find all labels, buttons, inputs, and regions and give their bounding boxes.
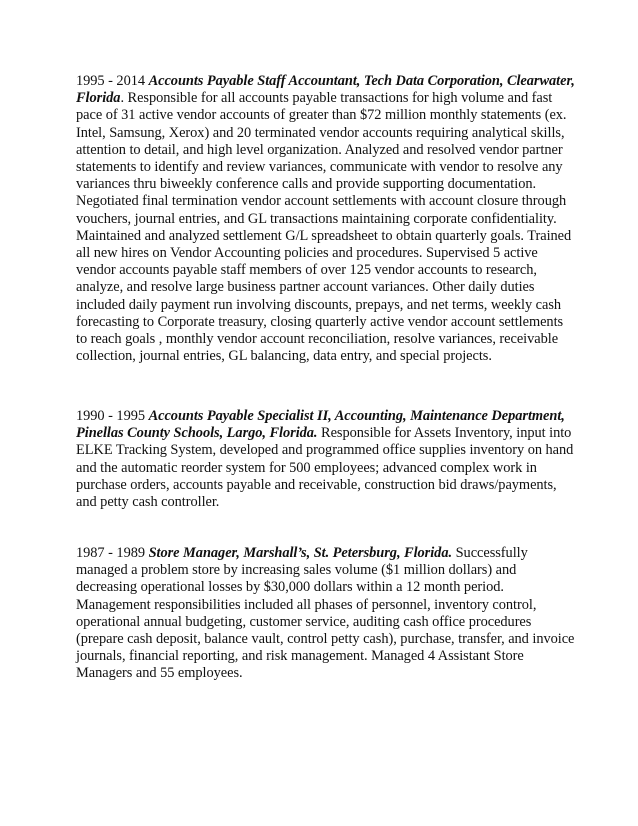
employment-entry-tech-data: [76, 73, 576, 365]
employment-dates: 1987 - 1989: [76, 545, 146, 561]
job-description: Successfully managed a problem store by increasing sales volume ($1 million dollars) and decreasing operational losses by $30,000 dollars within a 12 month period. Management responsibilities included all phases of personnel, inventory control, operational annual budgeting, customer service, auditing cash office procedures (prepare cash deposit, balance vault, control petty cash), purchase, transfer, and invoice journals, financial reporting, and risk management. Managed 4 Assistant Store Managers and 55 employees.: [76, 545, 575, 682]
job-description: . Responsible for all accounts payable transactions for high volume and fast pace of 31 active vendor accounts of greater than $72 million monthly statements (ex. Intel, Samsung, Xerox) and 20 terminated vendor accounts requiring analytical skills, attention to detail, and high level organization. Analyzed and resolved vendor partner statements to identify and review variances, communicate with vendor to resolve any variances thru biweekly conference calls and provide supporting documentation. Negotiated final termination vendor account settlements with account closure through vouchers, journal entries, and GL transactions maintaining corporate confidentiality. Maintained and analyzed settlement G/L spreadsheet to obtain quarterly goals. Trained all new hires on Vendor Accounting policies and procedures. Supervised 5 active vendor accounts payable staff members of over 125 vendor accounts to research, analyze, and resolve large business partner account variances. Other daily duties included daily payment run involving discounts, prepays, and net terms, weekly cash forecasting to Corporate treasury, closing quarterly active vendor account settlements to reach goals , monthly vendor account reconciliation, resolve variances, receivable collection, journal entries, GL balancing, data entry, and special projects.: [76, 90, 572, 365]
job-title-employer: Store Manager, Marshall’s, St. Petersburg, Florida.: [148, 545, 453, 561]
employment-dates: 1990 - 1995: [76, 408, 146, 424]
job-description: Responsible for Assets Inventory, input into ELKE Tracking System, developed and programmed office supplies inventory on hand and the automatic reorder system for 500 employees; advanced complex work in purchase orders, accounts payable and receivable, construction bid draws/payments, and petty cash controller.: [76, 425, 574, 511]
employment-entry-marshalls: [76, 545, 576, 683]
employment-entry-pinellas-schools: [76, 408, 576, 511]
employment-dates: 1995 - 2014: [76, 73, 146, 89]
job-title-employer: Accounts Payable Specialist II, Accounting, Maintenance Department, Pinellas County Schools, Largo, Florida.: [76, 408, 565, 442]
job-title-employer: Accounts Payable Staff Accountant, Tech Data Corporation, Clearwater, Florida: [76, 73, 575, 107]
